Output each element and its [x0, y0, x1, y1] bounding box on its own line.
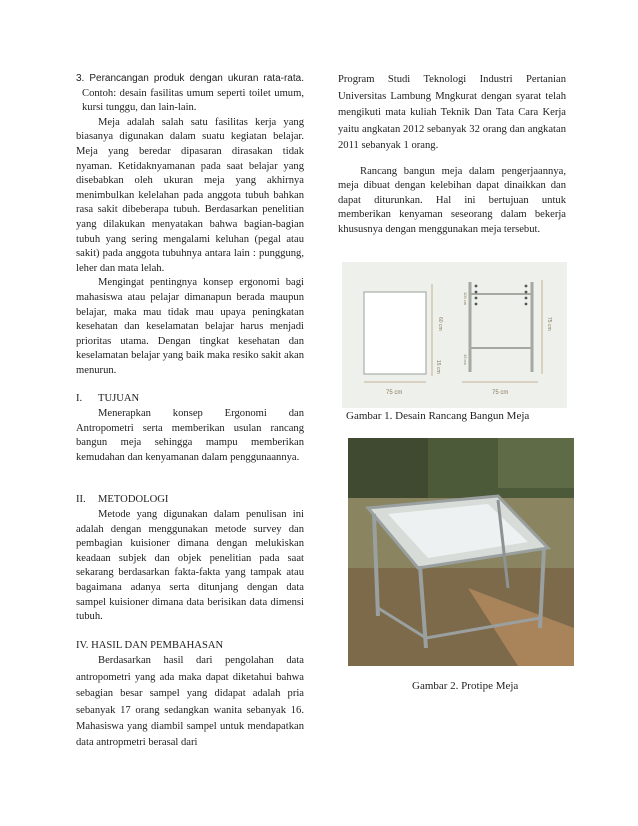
label-width-left: 75 cm [386, 390, 403, 396]
section-2-number: II. [76, 494, 86, 506]
label-width-right: 75 cm [492, 390, 509, 396]
section-2-title: METODOLOGI [98, 494, 169, 506]
item-3-title: 3. Perancangan produk dengan ukuran rata-rata. [76, 73, 304, 84]
item-3-body: Contoh: desain fasilitas umum seperti toilet umum, kursi tunggu, dan lain-lain. [82, 87, 304, 114]
left-paragraph-1: Meja adalah salah satu fasilitas kerja yang biasanya digunakan dalam suatu kegiatan belajar. Meja yang beredar dipasaran dirasakan tidak nyaman. Ketidaknyamanan pada saat belajar yang disebabkan oleh ukuran meja yang akhirnya menimbulkan kelelahan pada anggota tubuh bahkan rasa sakit dibeberapa tubuh. Berdasarkan penelitian yang dilakukan menyatakan bahwa bagian-bagian tubuh yang sering mengalami keluhan (pegal atau sakit) pada anggota tubuhnya antara lain : punggung, leher dan mata lelah. [76, 116, 304, 274]
label-small-left: 15 cm [435, 360, 441, 374]
right-paragraph-1: Program Studi Teknologi Industri Pertanian Universitas Lambung Mngkurat dengan syarat telah mengikuti mata kuliah Teknik Dan Tata Cara Kerja yaitu angkatan 2012 sebanyak 32 orang dan angkatan 2011 sebanyak 1 orang. [338, 74, 566, 151]
prototype-photo-svg [348, 438, 574, 666]
table-design-svg [342, 262, 567, 408]
section-2-heading [76, 493, 304, 508]
label-height-right: 75 cm [546, 317, 552, 331]
right-paragraph-2: Rancang bangun meja dalam pengerjaannya, meja dibuat dengan kelebihan dapat dinaikkan dan dapat diturunkan. Hal ini bertujuan untuk memberikan kenyaman seseorang dalam bekerja khususnya dengan menggunakan meja tersebut. [338, 165, 566, 235]
right-column [338, 72, 566, 237]
left-column [76, 72, 304, 752]
section-2-body: Metode yang digunakan dalam penulisan ini adalah dengan menggunakan metode survey dan pembagian kuisioner dimana dengan melukiskan keadaan subjek dan objek penelitian pada saat sekarang berdasarkan fakta-fakta yang tampak atau bagaimana adanya serta ditunjang dengan data sampel kuisioner dimana data berisikan data dimensi tubuh. [76, 509, 304, 623]
label-small-right: 15 cm [463, 354, 468, 365]
section-1-number: I. [76, 393, 83, 405]
section-1-heading [76, 392, 304, 407]
label-top-right: 100 cm [463, 292, 468, 306]
section-4-heading: IV. HASIL DAN PEMBAHASAN [76, 639, 224, 651]
left-paragraph-2: Mengingat pentingnya konsep ergonomi bagi mahasiswa atau pelajar dimanapun berada maupun belajar, maka mau tidak mau upaya peningkatan kesehatan dan keselamatan belajar harus menjadi prioritas utama. Dengan tingkat kesehatan dan keselamatan belajar yang baik maka resiko sakit akan menurun. [76, 277, 304, 376]
figure-2-caption: Gambar 2. Protipe Meja [412, 680, 519, 692]
figure-1-caption: Gambar 1. Desain Rancang Bangun Meja [346, 410, 530, 422]
label-height-left: 60 cm [437, 317, 443, 331]
section-4-body: Berdasarkan hasil dari pengolahan data antropometri yang ada maka dapat diketahui bahwa sebagian besar sampel yang didapat adalah pria sebanyak 17 orang sedangkan wanita sebanyak 16. Mahasiswa yang diambil sampel untuk mendapatkan data antropmetri berasal dari [76, 655, 304, 749]
table-design-drawing [342, 262, 567, 408]
section-1-title: TUJUAN [98, 393, 140, 405]
prototype-photo [348, 438, 574, 666]
section-1-body: Menerapkan konsep Ergonomi dan Antropometri serta memberikan usulan rancang bangun meja sehingga mampu memberikan kemudahan dan kenyamanan dalam penggunaannya. [76, 408, 304, 463]
